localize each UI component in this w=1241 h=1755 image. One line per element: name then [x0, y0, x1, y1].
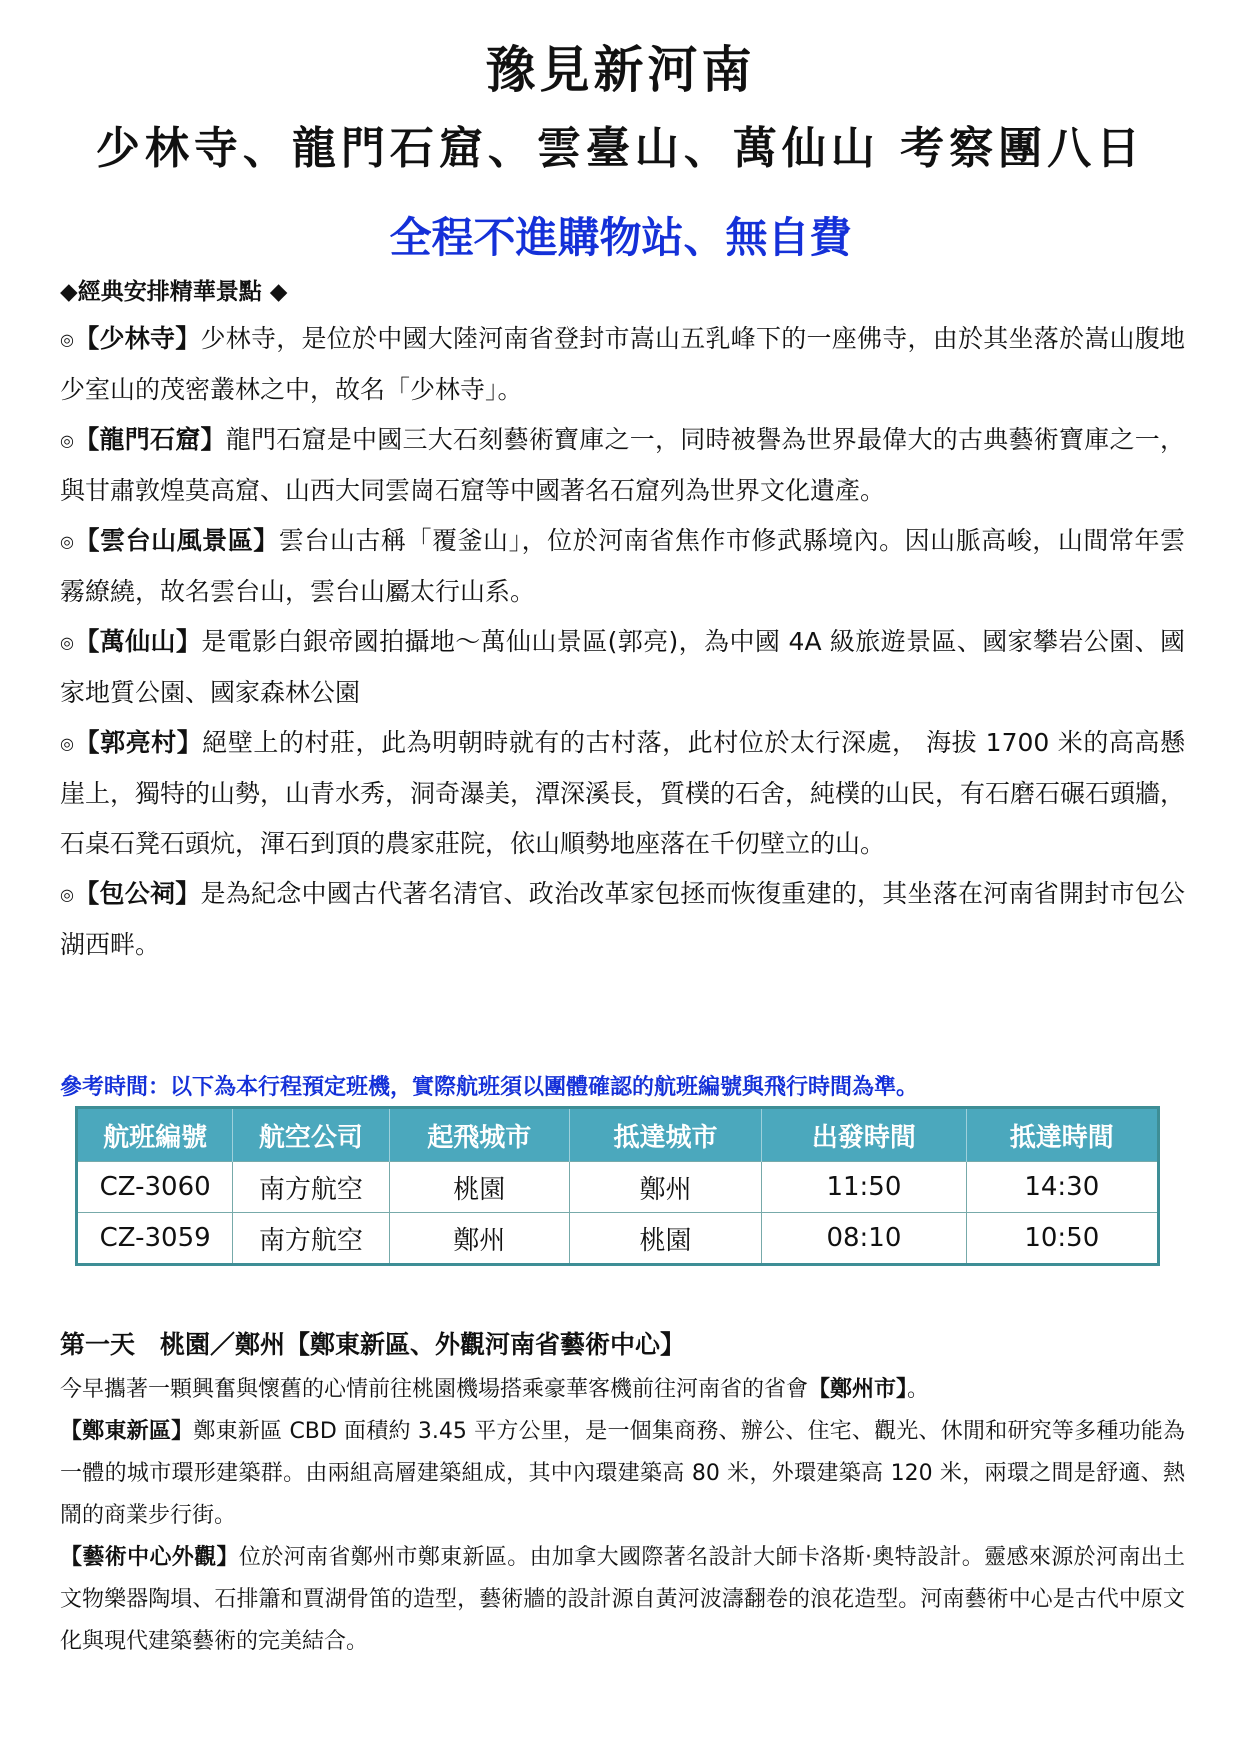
main-title: 豫見新河南	[485, 40, 756, 99]
flight-number-cell: CZ-3060	[77, 1162, 233, 1213]
bullet-icon: ◎	[60, 633, 75, 652]
highlight-item	[60, 516, 1185, 617]
table-row	[77, 1213, 1159, 1265]
bullet-icon: ◎	[60, 330, 75, 349]
art-center-name: 【藝術中心外觀】	[60, 1545, 239, 1570]
header-departure-time: 出發時間	[762, 1108, 966, 1162]
flight-reference-note: 參考時間：以下為本行程預定班機，實際航班須以團體確認的航班編號與飛行時間為準。	[60, 1075, 919, 1100]
day-one-zhengdong-paragraph	[60, 1411, 1185, 1537]
highlight-text: 是為紀念中國古代著名清官、政治改革家包拯而恢復重建的，其坐落在河南省開封市包公湖西畔。	[60, 879, 1185, 959]
departure-time-cell: 11:50	[762, 1162, 966, 1213]
highlight-text: 絕壁上的村莊，此為明朝時就有的古村落，此村位於太行深處， 海拔 1700 米的高高懸崖上，獨特的山勢，山青水秀，洞奇瀑美，潭深溪長，質樸的石舍，純樸的山民，有石磨石碾石頭牆，石桌石凳石頭炕，渾石到頂的農家莊院，依山順勢地座落在千仞壁立的山。	[60, 728, 1186, 858]
header-airline: 航空公司	[233, 1108, 389, 1162]
departure-time-cell: 08:10	[762, 1213, 966, 1265]
highlight-item	[60, 314, 1185, 415]
highlight-text: 雲台山古稱「覆釜山」，位於河南省焦作市修武縣境內。因山脈高峻，山間常年雲霧繚繞，故名雲台山，雲台山屬太行山系。	[60, 526, 1185, 606]
highlight-text: 少林寺，是位於中國大陸河南省登封市嵩山五乳峰下的一座佛寺，由於其坐落於嵩山腹地少室山的茂密叢林之中，故名「少林寺」。	[60, 324, 1185, 404]
highlight-text: 龍門石窟是中國三大石刻藝術寶庫之一，同時被譽為世界最偉大的古典藝術寶庫之一，與甘肅敦煌莫高窟、山西大同雲崗石窟等中國著名石窟列為世界文化遺產。	[60, 425, 1185, 505]
header-arrival-time: 抵達時間	[966, 1108, 1158, 1162]
header-arrival-city: 抵達城市	[569, 1108, 761, 1162]
airline-cell: 南方航空	[233, 1213, 389, 1265]
highlight-item	[60, 869, 1185, 970]
zhengdong-name: 【鄭東新區】	[60, 1419, 194, 1444]
arrival-time-cell: 10:50	[966, 1213, 1158, 1265]
table-header-row	[77, 1108, 1159, 1162]
flight-table	[75, 1106, 1160, 1266]
header-departure-city: 起飛城市	[389, 1108, 569, 1162]
highlights-heading: ◆經典安排精華景點 ◆	[60, 279, 288, 305]
highlight-name: 【龍門石窟】	[74, 425, 226, 454]
zhengdong-text: 鄭東新區 CBD 面積約 3.45 平方公里，是一個集商務、辦公、住宅、觀光、休閒和研究等多種功能為一體的城市環形建築群。由兩組高層建築組成，其中內環建築高 80 米，外環建築高 120 米，兩環之間是舒適、熱鬧的商業步行街。	[60, 1419, 1185, 1528]
highlight-name: 【雲台山風景區】	[74, 526, 279, 555]
no-shopping-banner: 全程不進購物站、無自費	[389, 213, 852, 262]
day-one-title: 第一天 桃園／鄭州【鄭東新區、外觀河南省藝術中心】	[60, 1330, 686, 1359]
departure-city-cell: 桃園	[389, 1162, 569, 1213]
arrival-time-cell: 14:30	[966, 1162, 1158, 1213]
highlight-name: 【少林寺】	[74, 324, 201, 353]
highlight-item	[60, 718, 1185, 869]
day-one-intro	[60, 1369, 1185, 1411]
highlight-item	[60, 415, 1185, 516]
highlight-name: 【郭亮村】	[74, 728, 203, 757]
intro-city-name: 【鄭州市】	[808, 1377, 908, 1402]
table-row	[77, 1162, 1159, 1213]
header-flight-number: 航班編號	[77, 1108, 233, 1162]
highlight-name: 【萬仙山】	[74, 627, 202, 656]
arrival-city-cell: 鄭州	[569, 1162, 761, 1213]
intro-text: 今早攜著一顆興奮與懷舊的心情前往桃園機場搭乘豪華客機前往河南省的省會	[60, 1377, 809, 1402]
tour-title: 少林寺、龍門石窟、雲臺山、萬仙山 考察團八日	[95, 123, 1146, 174]
intro-end: 。	[907, 1377, 930, 1402]
art-center-text: 位於河南省鄭州市鄭東新區。由加拿大國際著名設計大師卡洛斯·奧特設計。靈感來源於河南出土文物樂器陶塤、石排簫和賈湖骨笛的造型，藝術牆的設計源自黃河波濤翻卷的浪花造型。河南藝術中心是古代中原文化與現代建築藝術的完美結合。	[60, 1545, 1185, 1654]
highlight-name: 【包公祠】	[74, 879, 201, 908]
bullet-icon: ◎	[60, 431, 75, 450]
bullet-icon: ◎	[60, 885, 75, 904]
highlights-section	[60, 272, 1185, 970]
bullet-icon: ◎	[60, 532, 75, 551]
day-one-section	[60, 1325, 1185, 1663]
arrival-city-cell: 桃園	[569, 1213, 761, 1265]
airline-cell: 南方航空	[233, 1162, 389, 1213]
bullet-icon: ◎	[60, 734, 75, 753]
highlight-item	[60, 617, 1185, 718]
flight-number-cell: CZ-3059	[77, 1213, 233, 1265]
day-one-art-center-paragraph	[60, 1537, 1185, 1663]
highlight-text: 是電影白銀帝國拍攝地～萬仙山景區(郭亮)，為中國 4A 級旅遊景區、國家攀岩公園、國家地質公園、國家森林公園	[60, 627, 1185, 707]
departure-city-cell: 鄭州	[389, 1213, 569, 1265]
